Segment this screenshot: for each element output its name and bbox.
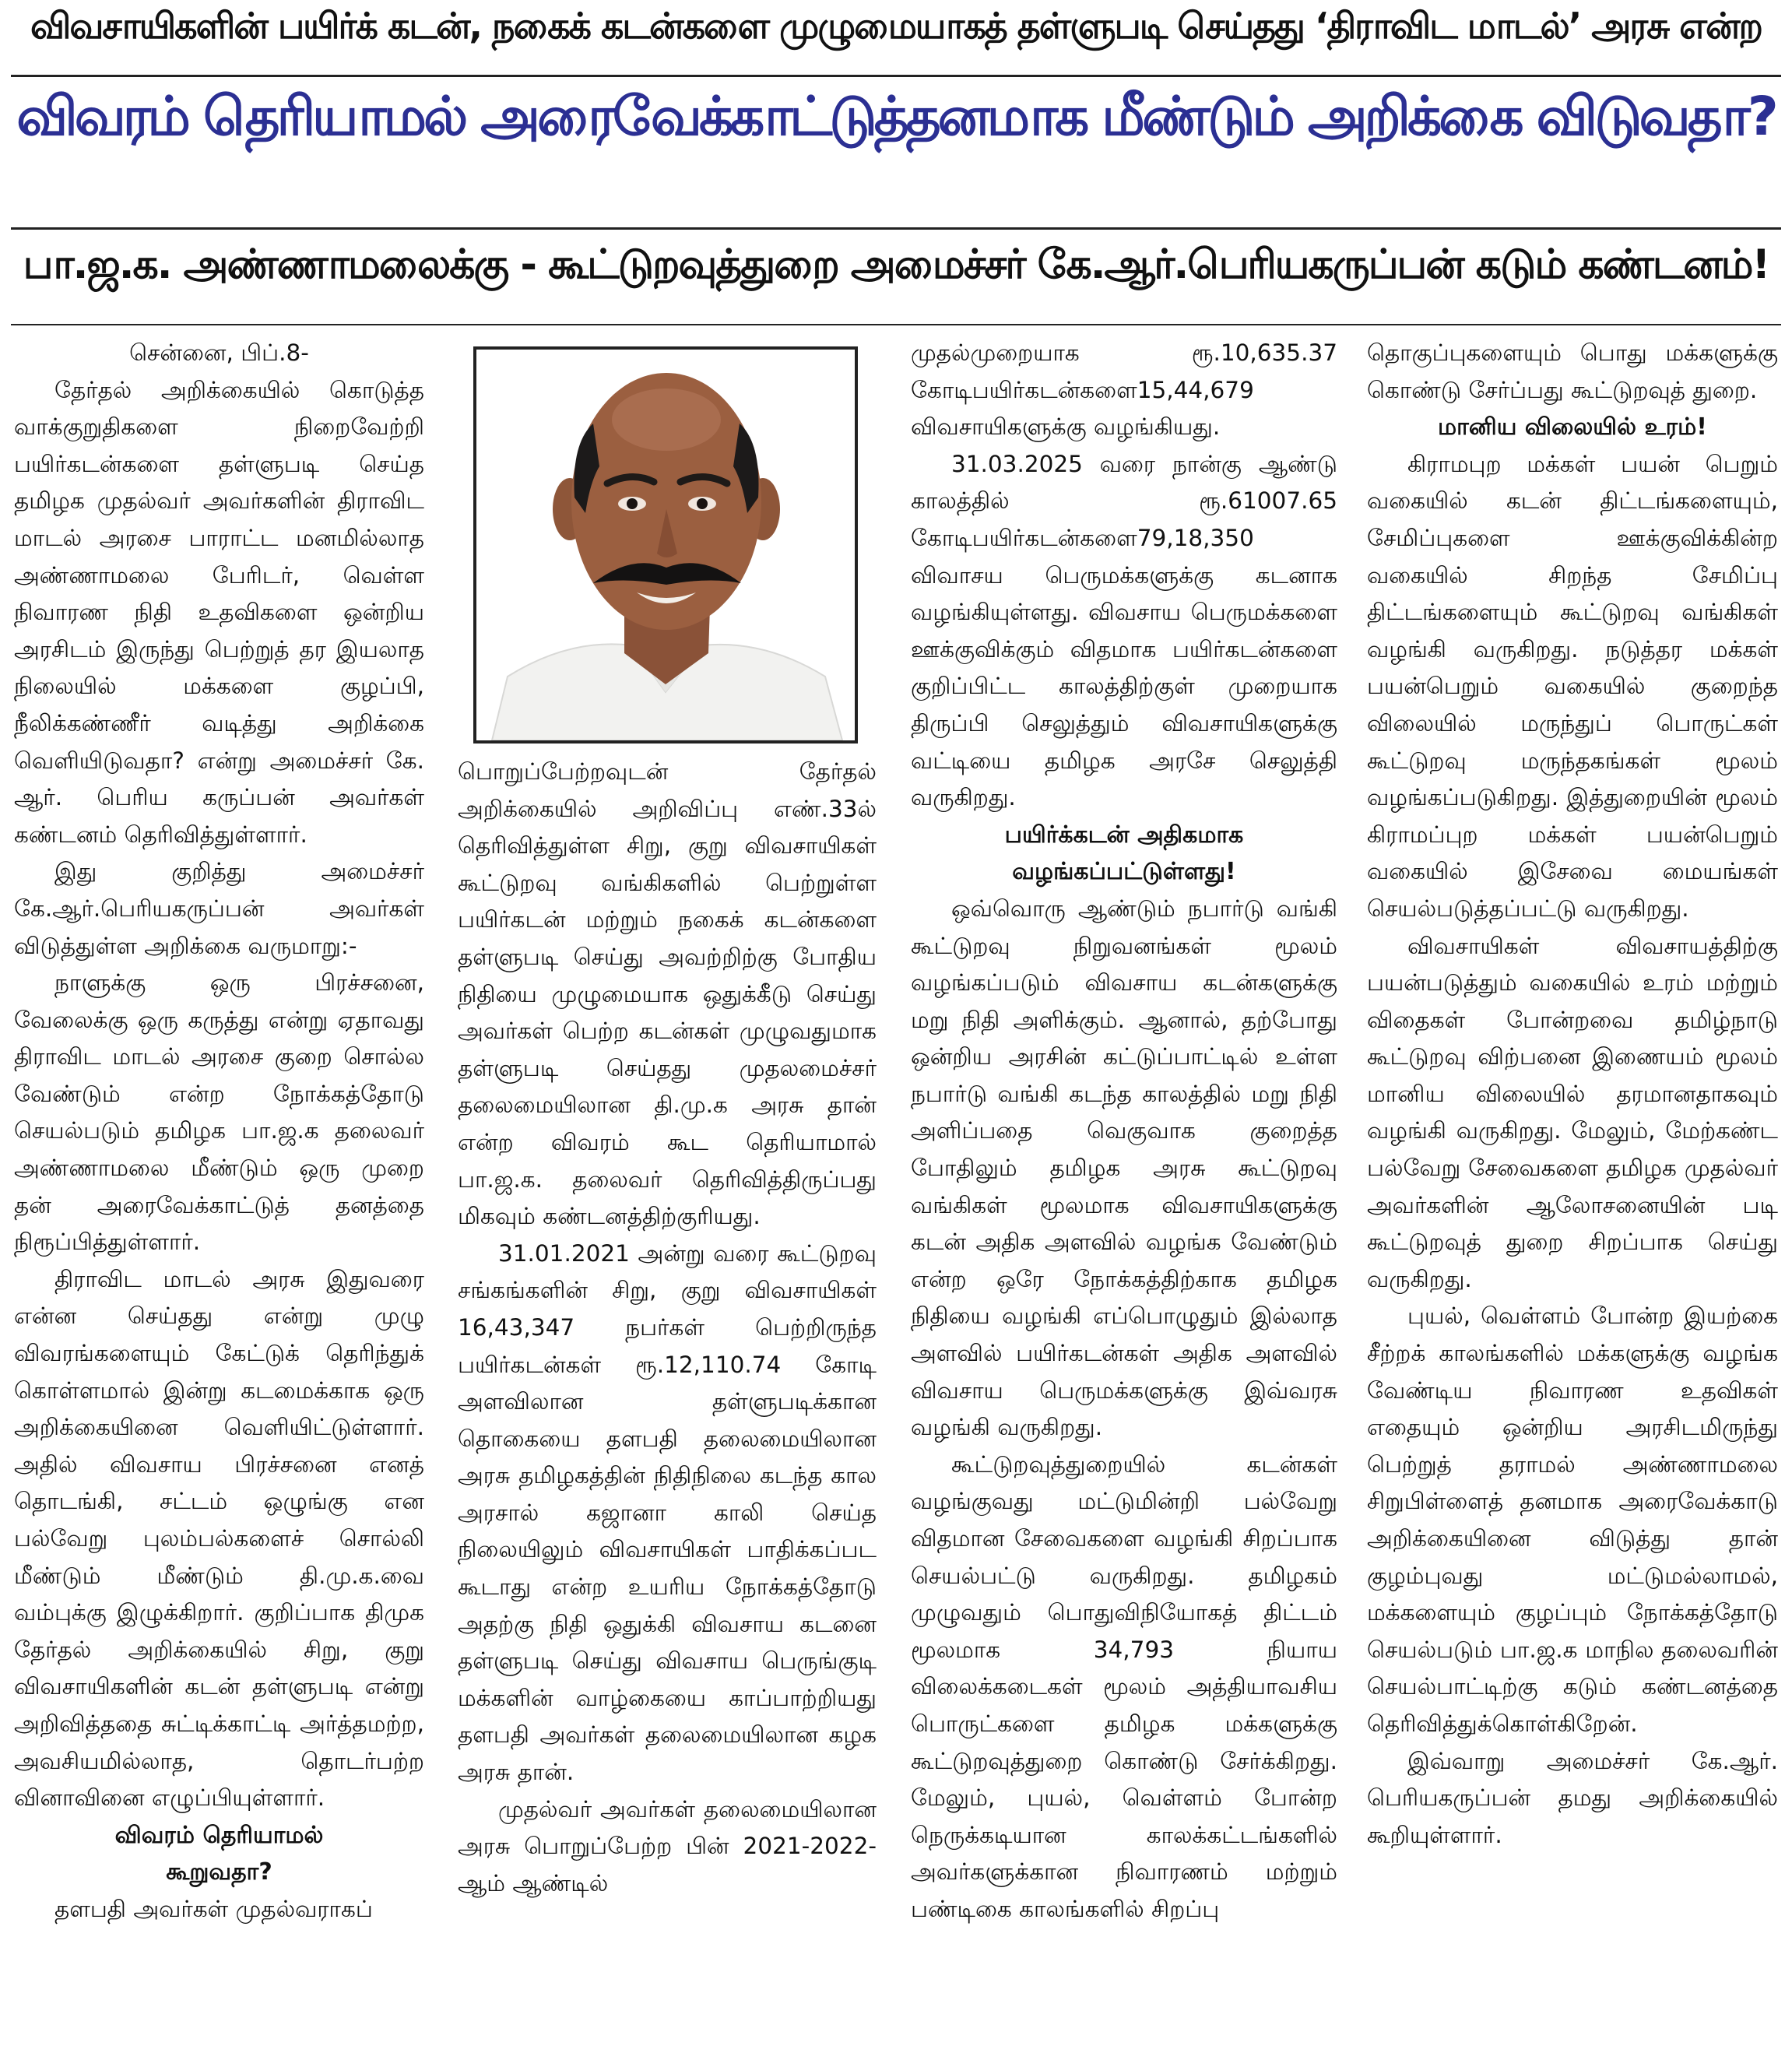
headline-divider <box>11 227 1781 230</box>
subheadline: பா.ஜ.க. அண்ணாமலைக்கு - கூட்டுறவுத்துறை அமைச்சர் கே.ஆர்.பெரியகருப்பன் கடும் கண்டனம்! <box>23 241 1769 288</box>
section-heading-line-2: வழங்கப்பட்டுள்ளது! <box>1012 858 1236 886</box>
paragraph: 31.01.2021 அன்று வரை கூட்டுறவு சங்கங்களின் சிறு, குறு விவசாயிகள் 16,43,347 நபர்கள் பெற்றிருந்த பயிர்கடன்கள் ரூ.12,110.74 கோடி அளவிலான தள்ளுபடிக்கான தொகையை தளபதி தலைமையிலான அரசு தமிழகத்தின் நிதிநிலை கடந்த கால அரசால் கஜானா காலி செய்த நிலையிலும் விவசாயிகள் பாதிக்கப்பட கூடாது என்ற உயரிய நோக்கத்தோடு அதற்கு நிதி ஒதுக்கி விவசாய கடனை தள்ளுபடி செய்து விவசாய பெருங்குடி மக்களின் வாழ்கையை காப்பாற்றியது தளபதி அவர்கள் தலைமையிலான கழக அரசு தான். <box>458 1239 877 1786</box>
article-column-3 <box>911 335 1337 2055</box>
dateline: சென்னை, பிப்.8- <box>129 339 309 366</box>
paragraph: திராவிட மாடல் அரசு இதுவரை என்ன செய்தது என்று முழு விவரங்களையும் கேட்டுக் தெரிந்துக் கொள்ளமால் இன்று கடமைக்காக ஒரு அறிக்கையினை வெளியிட்டுள்ளார். அதில் விவசாய பிரச்சனை எனத் தொடங்கி, சட்டம் ஒழுங்கு என பல்வேறு புலம்பல்களைச் சொல்லி மீண்டும் மீண்டும் தி.மு.க.வை வம்புக்கு இழுக்கிறார். குறிப்பாக திமுக தேர்தல் அறிக்கையில் சிறு, குறு விவசாயிகளின் கடன் தள்ளுபடி என்று அறிவித்ததை சுட்டிக்காட்டி அர்த்தமற்ற, அவசியமில்லாத, தொடர்பற்ற வினாவினை எழுப்பியுள்ளார். <box>14 1265 424 1812</box>
paragraph: புயல், வெள்ளம் போன்ற இயற்கை சீற்றக் காலங்களில் மக்களுக்கு வழங்க வேண்டிய நிவாரண உதவிகள் எதையும் ஒன்றிய அரசிடமிருந்து பெற்றுத் தராமல் அண்ணாமலை சிறுபிள்ளைத் தனமாக அரைவேக்காடு அறிக்கையினை விடுத்து தான் குழம்புவது மட்டுமல்லாமல், மக்களையும் குழப்பும் நோக்கத்தோடு செயல்படும் பா.ஜ.க மாநில தலைவரின் செயல்பாட்டிற்கு கடும் கண்டனத்தை தெரிவித்துக்கொள்கிறேன். <box>1367 1302 1778 1737</box>
paragraph: முதல்முறையாக ரூ.10,635.37 கோடிபயிர்கடன்களை15,44,679 விவசாயிகளுக்கு வழங்கியது. <box>911 339 1337 441</box>
section-heading-line-2: கூறுவதா? <box>166 1858 272 1886</box>
minister-photo <box>473 346 858 743</box>
section-heading <box>911 817 1337 891</box>
paragraph: விவசாயிகள் விவசாயத்திற்கு பயன்படுத்தும் வகையில் உரம் மற்றும் விதைகள் போன்றவை தமிழ்நாடு கூட்டுறவு விற்பனை இணையம் மூலம் மானிய விலையில் தரமானதாகவும் வழங்கி வருகிறது. மேலும், மேற்கண்ட பல்வேறு சேவைகளை தமிழக முதல்வர் அவர்களின் ஆலோசனையின் படி கூட்டுறவுத் துறை சிறப்பாக செய்து வருகிறது. <box>1367 932 1778 1292</box>
paragraph: ஒவ்வொரு ஆண்டும் நபார்டு வங்கி கூட்டுறவு நிறுவனங்கள் மூலம் வழங்கப்படும் விவசாய கடன்களுக்கு மறு நிதி அளிக்கும். ஆனால், தற்போது ஒன்றிய அரசின் கட்டுப்பாட்டில் உள்ள நபார்டு வங்கி கடந்த காலத்தில் மறு நிதி அளிப்பதை வெகுவாக குறைத்த போதிலும் தமிழக அரசு கூட்டுறவு வங்கிகள் மூலமாக விவசாயிகளுக்கு கடன் அதிக அளவில் வழங்க வேண்டும் என்ற ஒரே நோக்கத்திற்காக தமிழக நிதியை வழங்கி எப்பொழுதும் இல்லாத அளவில் பயிர்கடன்கள் அதிக அளவில் விவசாய பெருமக்களுக்கு இவ்வரசு வழங்கி வருகிறது. <box>911 895 1337 1441</box>
section-heading-line-1: விவரம் தெரியாமல் <box>114 1821 324 1849</box>
paragraph: நாளுக்கு ஒரு பிரச்சனை, வேலைக்கு ஒரு கருத்து என்று ஏதாவது திராவிட மாடல் அரசை குறை சொல்ல வேண்டும் என்ற நோக்கத்தோடு செயல்படும் தமிழக பா.ஜ.க தலைவர் அண்ணாமலை மீண்டும் ஒரு முறை தன் அரைவேக்காட்டுத் தனத்தை நிரூப்பித்துள்ளார். <box>14 969 424 1256</box>
paragraph: பொறுப்பேற்றவுடன் தேர்தல் அறிக்கையில் அறிவிப்பு எண்.33ல் தெரிவித்துள்ள சிறு, குறு விவசாயிகள் கூட்டுறவு வங்கிகளில் பெற்றுள்ள பயிர்கடன் மற்றும் நகைக் கடன்களை தள்ளுபடி செய்து அவற்றிற்கு போதிய நிதியை முழுமையாக ஒதுக்கீடு செய்து அவர்கள் பெற்ற கடன்கள் முழுவதுமாக தள்ளுபடி செய்தது முதலமைச்சர் தலைமையிலான தி.மு.க அரசு தான் என்ற விவரம் கூட தெரியாமால் பா.ஜ.க. தலைவர் தெரிவித்திருப்பது மிகவும் கண்டனத்திற்குரியது. <box>458 758 877 1230</box>
kicker-line: விவசாயிகளின் பயிர்க் கடன், நகைக் கடன்களை முழுமையாகத் தள்ளுபடி செய்தது ‘திராவிட மாடல்’ அரசு என்ற <box>30 5 1762 47</box>
paragraph: இது குறித்து அமைச்சர் கே.ஆர்.பெரியகருப்பன் அவர்கள் விடுத்துள்ள அறிக்கை வருமாறு:- <box>14 858 424 959</box>
article-column-4 <box>1367 335 1778 2055</box>
main-headline: விவரம் தெரியாமல் அரைவேக்காட்டுத்தனமாக மீண்டும் அறிக்கை விடுவதா? <box>16 86 1776 148</box>
paragraph: 31.03.2025 வரை நான்கு ஆண்டு காலத்தில் ரூ.61007.65 கோடிபயிர்கடன்களை79,18,350 விவாசய பெருமக்களுக்கு கடனாக வழங்கியுள்ளது. விவசாய பெருமக்களை ஊக்குவிக்கும் விதமாக பயிர்கடன்களை குறிப்பிட்ட காலத்திற்குள் முறையாக திருப்பி செலுத்தும் விவசாயிகளுக்கு வட்டியை தமிழக அரசே செலுத்தி வருகிறது. <box>911 450 1337 811</box>
subhead-divider <box>11 324 1781 325</box>
paragraph: கூட்டுறவுத்துறையில் கடன்கள் வழங்குவது மட்டுமின்றி பல்வேறு விதமான சேவைகளை வழங்கி சிறப்பாக செயல்பட்டு வருகிறது. தமிழகம் முழுவதும் பொதுவிநியோகத் திட்டம் மூலமாக 34,793 நியாய விலைக்கடைகள் மூலம் அத்தியாவசிய பொருட்களை தமிழக மக்களுக்கு கூட்டுறவுத்துறை கொண்டு சேர்க்கிறது. மேலும், புயல், வெள்ளம் போன்ற நெருக்கடியான காலக்கட்டங்களில் அவர்களுக்கான நிவாரணம் மற்றும் பண்டிகை காலங்களில் சிறப்பு <box>911 1450 1337 1922</box>
paragraph: இவ்வாறு அமைச்சர் கே.ஆர். பெரியகருப்பன் தமது அறிக்கையில் கூறியுள்ளார். <box>1367 1747 1778 1848</box>
section-heading: மானிய விலையில் உரம்! <box>1438 413 1707 441</box>
paragraph: தேர்தல் அறிக்கையில் கொடுத்த வாக்குறுதிகளை நிறைவேற்றி பயிர்கடன்களை தள்ளுபடி செய்த தமிழக முதல்வர் அவர்களின் திராவிட மாடல் அரசை பாராட்ட மனமில்லாத அண்ணாமலை பேரிடர், வெள்ள நிவாரண நிதி உதவிகளை ஒன்றிய அரசிடம் இருந்து பெற்றுத் தர இயலாத நிலையில் மக்களை குழப்பி, நீலிக்கண்ணீர் வடித்து அறிக்கை வெளியிடுவதா? என்று அமைச்சர் கே. ஆர். பெரிய கருப்பன் அவர்கள் கண்டனம் தெரிவித்துள்ளார். <box>14 376 424 848</box>
paragraph: முதல்வர் அவர்கள் தலைமையிலான அரசு பொறுப்பேற்ற பின் 2021-2022-ஆம் ஆண்டில் <box>458 1795 877 1897</box>
paragraph: தளபதி அவர்கள் முதல்வராகப் <box>54 1895 373 1922</box>
paragraph: கிராமபுற மக்கள் பயன் பெறும் வகையில் கடன் திட்டங்களையும், சேமிப்புகளை ஊக்குவிக்கின்ற வகையில் சிறந்த சேமிப்பு திட்டங்களையும் கூட்டுறவு வங்கிகள் வழங்கி வருகிறது. நடுத்தர மக்கள் பயன்பெறும் வகையில் குறைந்த விலையில் மருந்துப் பொருட்கள் கூட்டுறவு மருந்தகங்கள் மூலம் வழங்கப்படுகிறது. இத்துறையின் மூலம் கிராமப்புற மக்கள் பயன்பெறும் வகையில் இசேவை மையங்கள் செயல்படுத்தப்பட்டு வருகிறது. <box>1367 450 1778 922</box>
section-heading-line-1: பயிர்க்கடன் அதிகமாக <box>1004 821 1244 849</box>
top-divider <box>11 75 1781 77</box>
portrait-illustration <box>476 350 855 740</box>
article-column-2 <box>458 754 877 2055</box>
paragraph: தொகுப்புகளையும் பொது மக்களுக்கு கொண்டு சேர்ப்பது கூட்டுறவுத் துறை. <box>1367 339 1778 403</box>
section-heading <box>14 1817 424 1891</box>
article-column-1 <box>14 335 424 2055</box>
